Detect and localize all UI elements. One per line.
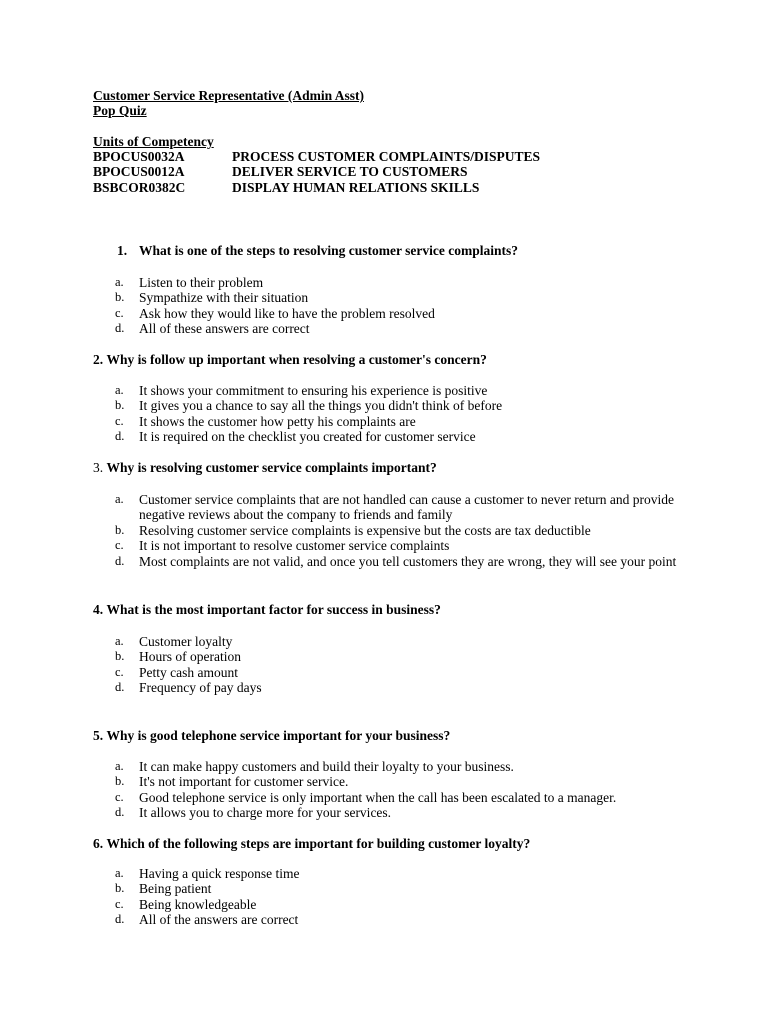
answer-list [115,383,678,445]
answer-letter: a. [115,383,124,397]
answer-text: All of the answers are correct [139,912,299,928]
units-heading: Units of Competency [93,134,214,149]
unit-row [93,180,479,196]
answer-option [115,805,678,820]
answer-letter: a. [115,634,124,648]
unit-name: DELIVER SERVICE TO CUSTOMERS [232,164,468,179]
answer-letter: b. [115,774,125,789]
question-6 [93,836,530,852]
answer-text: Having a quick response time [139,866,300,881]
answer-text: It gives you a chance to say all the things you didn't think of before [139,398,503,414]
answer-letter: c. [115,305,124,320]
answer-list [115,759,678,821]
answer-option [115,680,678,695]
answer-text: All of these answers are correct [139,321,310,337]
question-number: 6. [93,836,104,851]
answer-option [115,290,678,305]
answer-text: Most complaints are not valid, and once you tell customers they are wrong, they will see your point [139,553,677,569]
answer-option [115,774,678,789]
answer-option [115,634,678,649]
question-1 [117,243,518,259]
answer-list [115,492,678,569]
answer-option [115,538,678,553]
question-number: 4. [93,602,104,617]
answer-option [115,321,678,336]
answer-list [115,275,678,337]
answer-text: It allows you to charge more for your services. [139,805,392,821]
document-title: Customer Service Representative (Admin Asst) [93,88,364,103]
answer-letter: b. [115,290,125,305]
question-number: 5. [93,728,104,743]
answer-letter: b. [115,649,125,664]
answer-letter: c. [115,789,124,804]
answer-letter: c. [115,664,124,679]
answer-letter: c. [115,896,124,911]
answer-letter: b. [115,398,125,413]
answer-text: Customer service complaints that are not handled can cause a customer to never return and provide negative reviews about the company to friends and family [139,492,674,523]
answer-letter: d. [115,680,125,695]
answer-option [115,649,678,664]
answer-option [115,897,678,912]
unit-code: BPOCUS0032A [93,149,185,164]
question-number: 2. [93,352,104,367]
answer-text: Listen to their problem [139,275,264,290]
answer-letter: d. [115,912,125,927]
answer-text: Being knowledgeable [139,896,257,912]
question-text: What is the most important factor for success in business? [106,602,441,617]
question-text: Why is follow up important when resolving a customer's concern? [106,352,487,367]
question-text: What is one of the steps to resolving customer service complaints? [139,243,518,258]
answer-option [115,665,678,680]
answer-letter: a. [115,759,124,773]
answer-text: Petty cash amount [139,664,238,680]
answer-letter: d. [115,429,125,444]
answer-text: It is not important to resolve customer service complaints [139,538,450,554]
answer-option [115,866,678,881]
answer-letter: a. [115,275,124,289]
answer-option [115,383,678,398]
question-4 [93,602,441,618]
answer-text: It's not important for customer service. [139,774,349,790]
answer-option [115,790,678,805]
answer-letter: d. [115,805,125,820]
answer-option [115,492,678,523]
answer-letter: b. [115,881,125,896]
question-text: Why is resolving customer service complaints important? [106,460,437,475]
question-number: 1. [117,243,128,258]
answer-text: It is required on the checklist you created for customer service [139,429,476,445]
answer-list [115,866,678,928]
answer-letter: c. [115,413,124,428]
unit-name: PROCESS CUSTOMER COMPLAINTS/DISPUTES [232,149,541,164]
answer-list [115,634,678,696]
answer-option [115,523,678,538]
answer-letter: d. [115,321,125,336]
unit-row [93,164,467,180]
unit-code: BPOCUS0012A [93,164,185,179]
answer-text: It shows your commitment to ensuring his experience is positive [139,383,488,398]
answer-text: Good telephone service is only important when the call has been escalated to a manager. [139,789,617,805]
answer-letter: a. [115,866,124,880]
question-2 [93,352,487,368]
answer-text: Frequency of pay days [139,680,262,696]
unit-code: BSBCOR0382C [93,180,186,195]
answer-option [115,429,678,444]
answer-text: Resolving customer service complaints is expensive but the costs are tax deductible [139,522,591,538]
document-subtitle: Pop Quiz [93,103,147,118]
answer-text: Ask how they would like to have the problem resolved [139,305,435,321]
question-5 [93,728,450,744]
answer-option [115,759,678,774]
answer-text: Customer loyalty [139,634,233,649]
answer-option [115,881,678,896]
answer-option [115,398,678,413]
answer-text: It can make happy customers and build their loyalty to your business. [139,759,514,774]
answer-option [115,306,678,321]
unit-name: DISPLAY HUMAN RELATIONS SKILLS [232,180,480,195]
answer-text: Hours of operation [139,649,241,665]
answer-letter: d. [115,553,125,568]
answer-text: Being patient [139,881,212,897]
answer-option [115,275,678,290]
question-number: 3. [93,460,104,475]
answer-text: Sympathize with their situation [139,290,309,306]
answer-letter: c. [115,538,124,553]
unit-row [93,149,540,165]
answer-letter: a. [115,492,124,506]
question-text: Why is good telephone service important for your business? [106,728,451,743]
answer-option [115,414,678,429]
question-text: Which of the following steps are important for building customer loyalty? [106,836,531,851]
question-3 [93,460,437,476]
answer-text: It shows the customer how petty his complaints are [139,413,416,429]
answer-option [115,912,678,927]
answer-letter: b. [115,522,125,537]
answer-option [115,554,678,569]
